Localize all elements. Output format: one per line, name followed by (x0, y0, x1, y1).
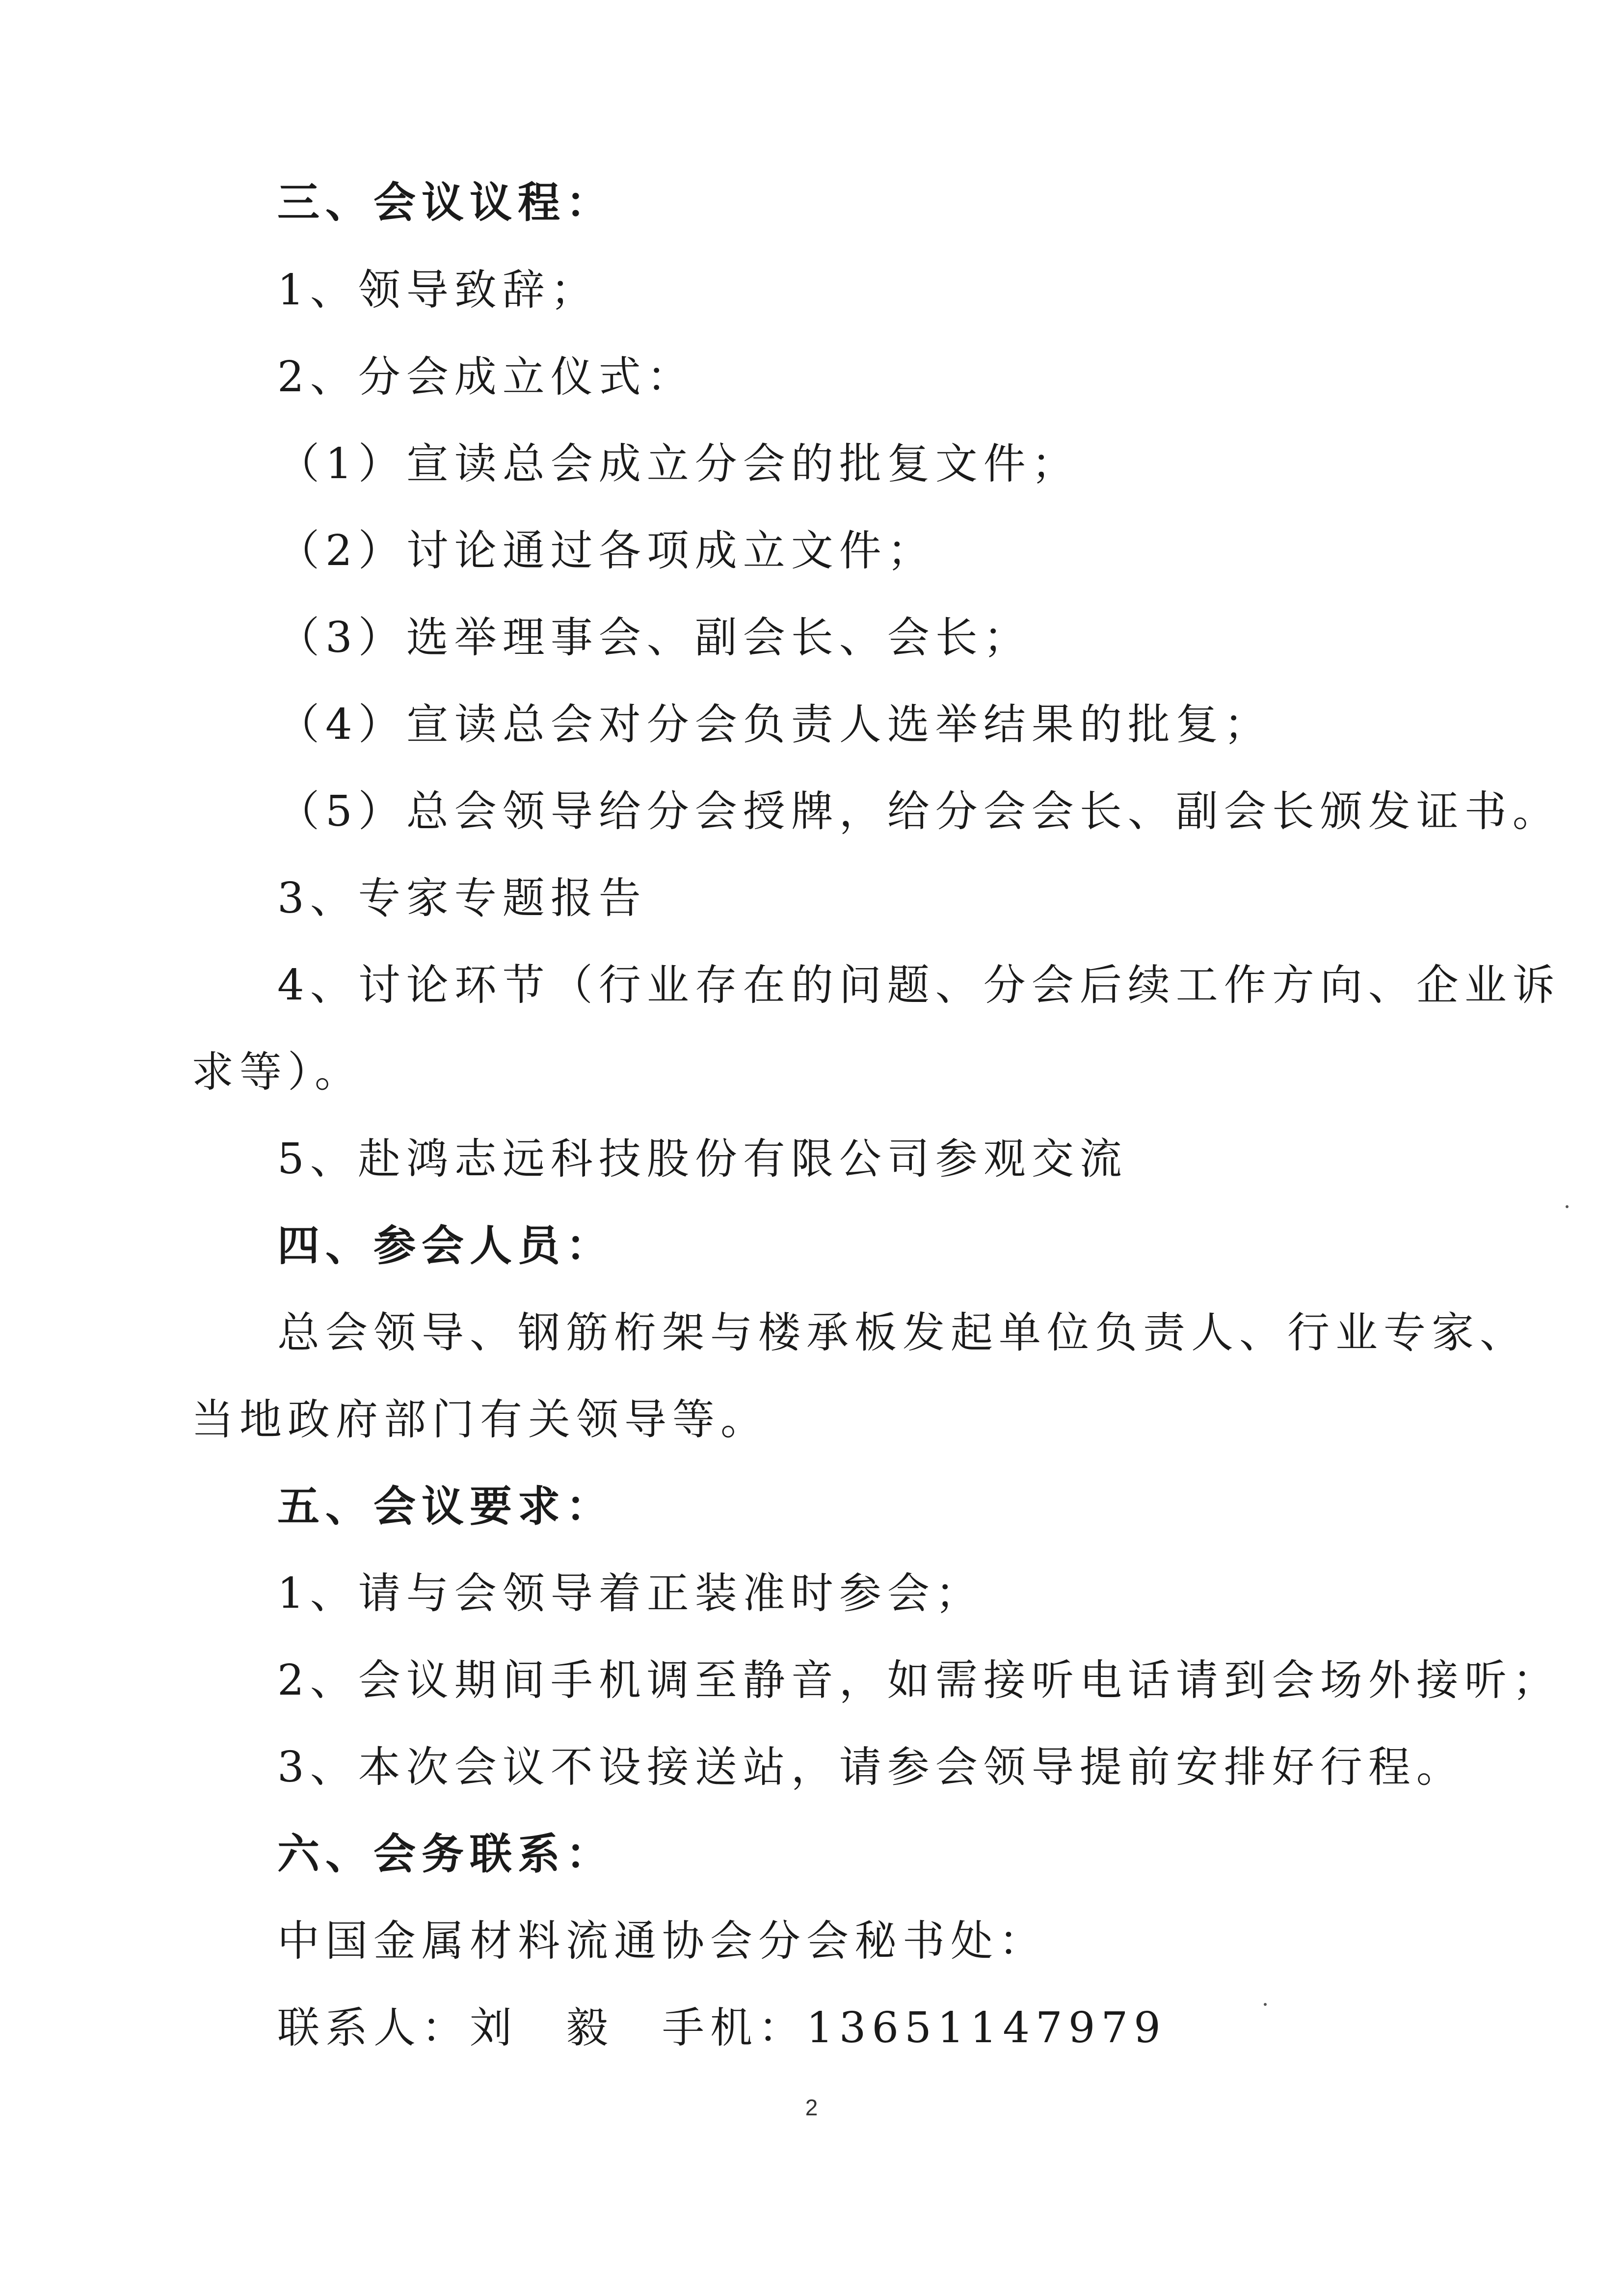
contact-person: 联系人：刘 毅 手机：13651147979 (277, 2003, 1167, 2053)
agenda-item-5: 5、赴鸿志远科技股份有限公司参观交流 (277, 1134, 1128, 1184)
agenda-sub-item-3: （3）选举理事会、副会长、会长； (277, 613, 1032, 662)
agenda-sub-item-5: （5）总会领导给分会授牌，给分会会长、副会长颁发证书。 (277, 787, 1561, 836)
attendees-line-1: 总会领导、钢筋桁架与楼承板发起单位负责人、行业专家、 (277, 1308, 1528, 1357)
requirements-item-3: 3、本次会议不设接送站，请参会领导提前安排好行程。 (277, 1743, 1464, 1792)
scan-speck (1264, 2003, 1267, 2006)
attendees-line-2: 当地政府部门有关领导等。 (191, 1395, 769, 1444)
agenda-sub-item-1: （1）宣读总会成立分会的批复文件； (277, 439, 1080, 488)
agenda-heading: 三、会议议程： (277, 178, 614, 227)
agenda-item-3: 3、专家专题报告 (277, 874, 647, 923)
scan-speck (1566, 1205, 1569, 1208)
agenda-item-4-line-2: 求等）。 (191, 1048, 363, 1097)
agenda-item-1: 1、领导致辞； (277, 266, 599, 315)
agenda-sub-item-2: （2）讨论通过各项成立文件； (277, 526, 935, 575)
page-number: 2 (805, 2095, 818, 2120)
agenda-item-4-line-1: 4、讨论环节（行业存在的问题、分会后续工作方向、企业诉 (277, 961, 1561, 1010)
requirements-item-1: 1、请与会领导着正装准时参会； (277, 1569, 984, 1618)
requirements-item-2: 2、会议期间手机调至静音，如需接听电话请到会场外接听； (277, 1656, 1561, 1705)
contact-heading: 六、会务联系： (277, 1830, 614, 1879)
agenda-sub-item-4: （4）宣读总会对分会负责人选举结果的批复； (277, 700, 1272, 749)
agenda-item-2: 2、分会成立仪式： (277, 352, 695, 402)
contact-organization: 中国金属材料流通协会分会秘书处： (277, 1917, 1047, 1966)
requirements-heading: 五、会议要求： (277, 1482, 614, 1531)
attendees-heading: 四、参会人员： (277, 1221, 614, 1270)
